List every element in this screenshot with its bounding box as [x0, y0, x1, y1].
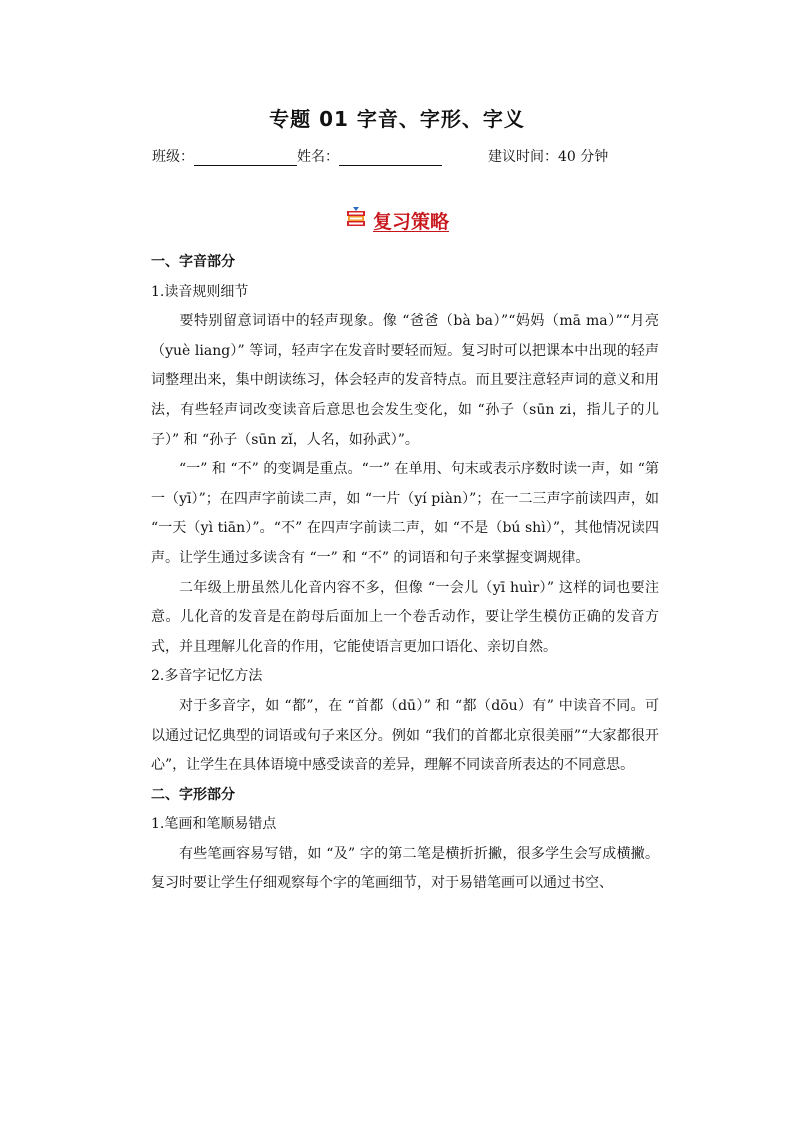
subsection-heading: 1.笔画和笔顺易错点: [151, 816, 277, 833]
subsection-heading: 2.多音字记忆方法: [151, 668, 263, 685]
book-stack-icon: [345, 206, 367, 234]
subsection-heading: 1.读音规则细节: [151, 283, 249, 300]
review-strategy-header: [0, 206, 794, 234]
section-heading: 一、字音部分: [151, 254, 235, 270]
review-strategy-label: 复习策略: [372, 210, 449, 233]
document-title: 专题 01 字音、字形、字义: [269, 107, 525, 131]
paragraph: 对于多音字，如 “都”，在 “首都（dū）” 和 “都（dōu）有” 中读音不同。可以通过记忆典型的词语或句子来区分。例如 “我们的首都北京很美丽”“大家都很开心”，让学生在具体语境中感受读音的差异，理解不同读音所表达的不同意思。: [151, 697, 659, 774]
suggested-time-label: 建议时间：40 分钟: [488, 149, 609, 165]
section-heading: 二、字形部分: [151, 786, 235, 803]
student-info-line: [152, 146, 608, 166]
paragraph: “一” 和 “不” 的变调是重点。“一” 在单用、句末或表示序数时读一声，如 “第一（yī）”；在四声字前读二声，如 “一片（yí piàn）”；在一二三声字前读四声，如 “一天（yì tiān）”。“不” 在四声字前读二声，如 “不是（bú shì）”，其他情况读四声。让学生通过多读含有 “一” 和 “不” 的词语和句子来掌握变调规律。: [151, 461, 659, 566]
class-label: 班级：: [152, 149, 194, 165]
name-blank-field[interactable]: [339, 151, 442, 166]
name-label: 姓名：: [297, 149, 339, 165]
paragraph: 有些笔画容易写错，如 “及” 字的第二笔是横折折撇，很多学生会写成横撇。复习时要让学生仔细观察每个字的笔画细节，对于易错笔画可以通过书空、: [151, 845, 659, 892]
class-blank-field[interactable]: [194, 151, 297, 166]
document-body: [151, 248, 659, 899]
paragraph: 二年级上册虽然儿化音内容不多，但像 “一会儿（yī huìr）” 这样的词也要注意。儿化音的发音是在韵母后面加上一个卷舌动作，要让学生模仿正确的发音方式，并且理解儿化音的作用，它能使语言更加口语化、亲切自然。: [151, 579, 659, 655]
paragraph: 要特别留意词语中的轻声现象。像 “爸爸（bà ba）”“妈妈（mā ma）”“月亮（yuè liang）” 等词，轻声字在发音时要轻而短。复习时可以把课本中出现的轻声词整理出来，集中朗读练习，体会轻声的发音特点。而且要注意轻声词的意义和用法，有些轻声词改变读音后意思也会发生变化，如 “孙子（sūn zi，指儿子的儿子）” 和 “孙子（sūn zǐ，人名，如孙武）”。: [151, 313, 659, 448]
